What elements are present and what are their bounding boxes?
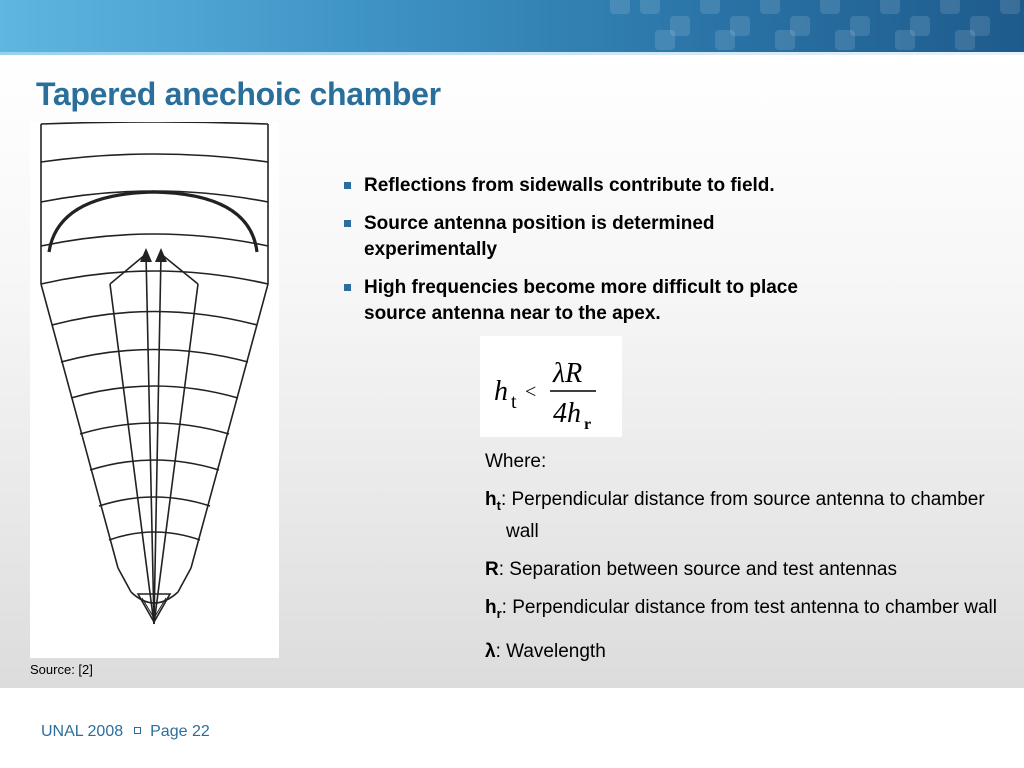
definition-symbol-sub: r — [496, 605, 502, 621]
footer — [41, 723, 210, 741]
definition-symbol: λ — [485, 640, 496, 662]
formula-lhs: h — [494, 376, 508, 407]
definition-symbol-sub: t — [496, 497, 501, 513]
footer-page-number: Page 22 — [150, 723, 210, 740]
direct-ray-right — [154, 254, 161, 624]
tapered-chamber-diagram — [30, 122, 279, 658]
bullet-item — [343, 211, 863, 263]
definition-row — [485, 487, 1005, 545]
ray-arrowhead-left — [140, 248, 152, 262]
tapered-chamber-figure — [30, 122, 279, 658]
bullet-item — [343, 275, 863, 327]
definition-row — [485, 639, 1005, 665]
definition-symbol: h — [485, 596, 497, 618]
definition-symbol: R — [485, 558, 499, 580]
quiet-zone-arc — [49, 192, 257, 252]
formula-numerator: λR — [553, 358, 583, 389]
formula-box — [480, 336, 622, 437]
definition-text: : Perpendicular distance from test antenna to chamber wall — [501, 596, 997, 618]
bullet-text: High frequencies become more difficult to place source antenna near to the apex. — [364, 277, 798, 324]
footer-separator-icon — [134, 727, 141, 734]
page-title: Tapered anechoic chamber — [36, 76, 441, 112]
ray-arrowhead-right — [155, 248, 167, 262]
formula-operator: < — [525, 381, 537, 403]
formula-denominator-sub: r — [584, 416, 592, 433]
bullet-marker-icon — [344, 284, 351, 291]
definition-text: : Separation between source and test antennas — [498, 558, 897, 580]
bullet-item — [343, 173, 863, 199]
footer-org: UNAL 2008 — [41, 723, 124, 740]
taper-wall-right — [191, 284, 268, 568]
formula-lhs-sub: t — [511, 391, 517, 413]
definition-symbol: h — [485, 489, 497, 510]
definition-row — [485, 557, 1005, 583]
formula-denominator: 4h — [553, 398, 581, 429]
definition-text: : Wavelength — [495, 640, 606, 662]
figure-source-note: Source: [2] — [30, 662, 93, 677]
header-band — [0, 0, 1024, 52]
formula-image — [480, 336, 622, 437]
definition-row — [485, 595, 1005, 627]
definitions — [485, 449, 1005, 677]
taper-wall-left — [41, 284, 118, 568]
bullet-text: Source antenna position is determined experimentally — [364, 213, 715, 260]
definition-text: : Perpendicular distance from source antenna to chamber wall — [500, 489, 985, 542]
bullet-text: Reflections from sidewalls contribute to field. — [364, 175, 775, 196]
definitions-intro: Where: — [485, 451, 547, 472]
bullet-marker-icon — [344, 220, 351, 227]
bullet-list — [343, 173, 863, 339]
bullet-marker-icon — [344, 182, 351, 189]
